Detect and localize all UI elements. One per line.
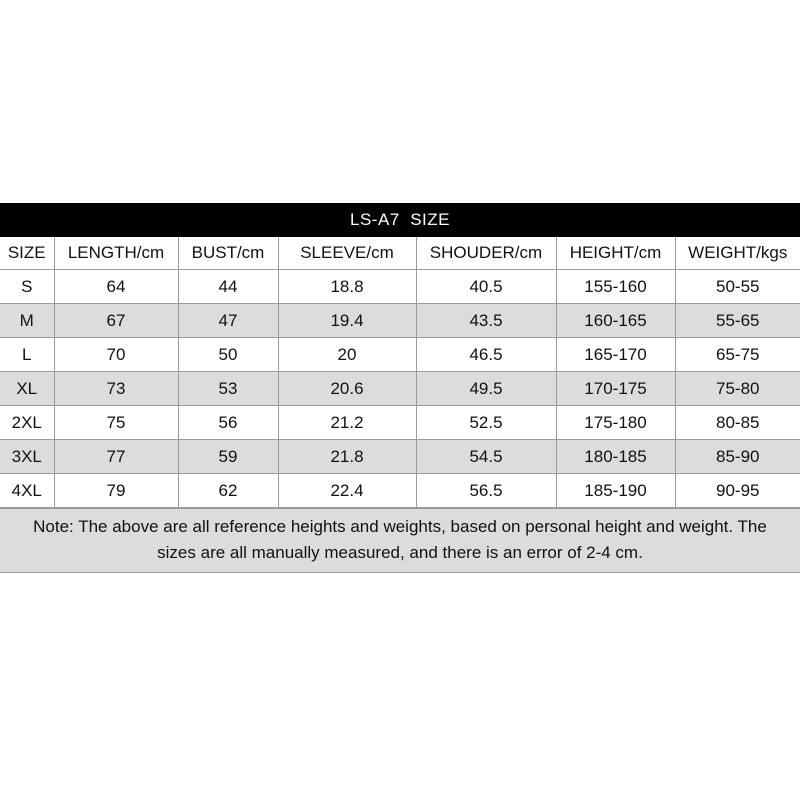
table-cell: 18.8 <box>278 270 416 304</box>
table-cell: 50 <box>178 338 278 372</box>
table-cell: 64 <box>54 270 178 304</box>
table-cell: 19.4 <box>278 304 416 338</box>
table-cell: 44 <box>178 270 278 304</box>
table-cell: 59 <box>178 440 278 474</box>
table-row <box>0 338 800 372</box>
table-cell: 185-190 <box>556 474 675 508</box>
table-cell: 79 <box>54 474 178 508</box>
header-cell-weight: WEIGHT/kgs <box>675 237 800 270</box>
table-cell: 21.8 <box>278 440 416 474</box>
table-cell: 73 <box>54 372 178 406</box>
table-cell: M <box>0 304 54 338</box>
table-cell: 46.5 <box>416 338 556 372</box>
table-cell: 21.2 <box>278 406 416 440</box>
table-row <box>0 304 800 338</box>
table-cell: L <box>0 338 54 372</box>
table-cell: S <box>0 270 54 304</box>
table-cell: XL <box>0 372 54 406</box>
table-cell: 47 <box>178 304 278 338</box>
table-cell: 67 <box>54 304 178 338</box>
header-cell-height: HEIGHT/cm <box>556 237 675 270</box>
header-cell-length: LENGTH/cm <box>54 237 178 270</box>
table-cell: 62 <box>178 474 278 508</box>
table-cell: 56.5 <box>416 474 556 508</box>
table-cell: 4XL <box>0 474 54 508</box>
table-cell: 80-85 <box>675 406 800 440</box>
table-cell: 75-80 <box>675 372 800 406</box>
table-cell: 77 <box>54 440 178 474</box>
size-table <box>0 237 800 508</box>
table-cell: 65-75 <box>675 338 800 372</box>
table-cell: 50-55 <box>675 270 800 304</box>
table-cell: 2XL <box>0 406 54 440</box>
header-cell-size: SIZE <box>0 237 54 270</box>
table-cell: 160-165 <box>556 304 675 338</box>
table-cell: 85-90 <box>675 440 800 474</box>
table-cell: 54.5 <box>416 440 556 474</box>
table-cell: 52.5 <box>416 406 556 440</box>
table-cell: 70 <box>54 338 178 372</box>
table-cell: 49.5 <box>416 372 556 406</box>
table-row <box>0 440 800 474</box>
table-row <box>0 406 800 440</box>
table-cell: 90-95 <box>675 474 800 508</box>
header-row <box>0 237 800 270</box>
table-cell: 165-170 <box>556 338 675 372</box>
table-cell: 56 <box>178 406 278 440</box>
header-cell-shoulder: SHOUDER/cm <box>416 237 556 270</box>
table-cell: 55-65 <box>675 304 800 338</box>
table-cell: 155-160 <box>556 270 675 304</box>
table-cell: 43.5 <box>416 304 556 338</box>
table-cell: 22.4 <box>278 474 416 508</box>
table-cell: 75 <box>54 406 178 440</box>
size-note: Note: The above are all reference heights and weights, based on personal height and weight. The sizes are all manually measured, and there is an error of 2-4 cm. <box>0 508 800 573</box>
header-cell-sleeve: SLEEVE/cm <box>278 237 416 270</box>
table-cell: 20 <box>278 338 416 372</box>
table-row <box>0 474 800 508</box>
table-row <box>0 372 800 406</box>
size-chart <box>0 203 800 573</box>
table-cell: 3XL <box>0 440 54 474</box>
table-row <box>0 270 800 304</box>
table-cell: 170-175 <box>556 372 675 406</box>
table-cell: 40.5 <box>416 270 556 304</box>
header-cell-bust: BUST/cm <box>178 237 278 270</box>
table-cell: 53 <box>178 372 278 406</box>
table-cell: 20.6 <box>278 372 416 406</box>
table-cell: 175-180 <box>556 406 675 440</box>
chart-title: LS-A7 SIZE <box>0 203 800 237</box>
table-cell: 180-185 <box>556 440 675 474</box>
